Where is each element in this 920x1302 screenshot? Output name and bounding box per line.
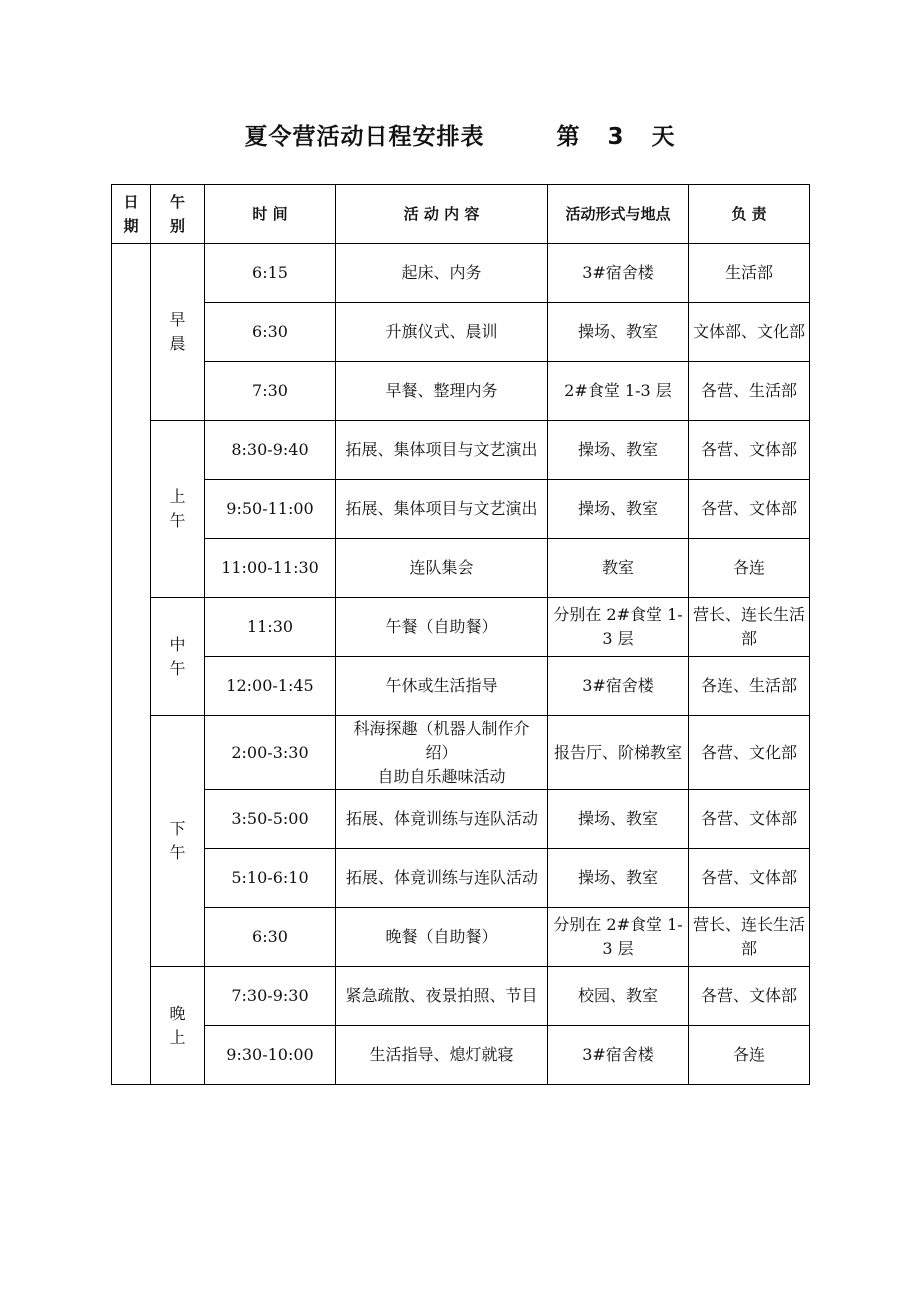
period-cell: 中午 [151,598,205,716]
owner-cell: 各营、文体部 [689,967,810,1026]
period-cell: 下午 [151,716,205,967]
owner-cell: 营长、连长生活部 [689,598,810,657]
table-row [112,244,810,303]
content-cell: 早餐、整理内务 [336,362,548,421]
place-cell: 校园、教室 [548,967,689,1026]
time-cell: 11:30 [205,598,336,657]
time-cell: 6:30 [205,908,336,967]
content-line: 科海探趣（机器人制作介绍） [353,718,530,762]
owner-cell: 各营、文体部 [689,790,810,849]
table-row [112,849,810,908]
owner-cell: 各营、文体部 [689,480,810,539]
table-row [112,303,810,362]
header-owner: 负 责 [689,185,810,244]
place-cell: 操场、教室 [548,849,689,908]
time-cell: 9:50-11:00 [205,480,336,539]
header-time: 时 间 [205,185,336,244]
page-title: 夏令营活动日程安排表 第 3 天 [244,124,676,150]
owner-cell: 营长、连长生活部 [689,908,810,967]
time-cell: 6:30 [205,303,336,362]
time-cell: 5:10-6:10 [205,849,336,908]
owner-cell: 文体部、文化部 [689,303,810,362]
content-cell: 晚餐（自助餐） [336,908,548,967]
place-cell: 操场、教室 [548,421,689,480]
place-cell: 3#宿舍楼 [548,1026,689,1085]
table-row [112,790,810,849]
owner-cell: 各连 [689,539,810,598]
owner-cell: 各营、文化部 [689,716,810,790]
table-row [112,1026,810,1085]
header-row [112,185,810,244]
table-row [112,967,810,1026]
time-cell: 12:00-1:45 [205,657,336,716]
place-cell: 2#食堂 1-3 层 [548,362,689,421]
place-cell: 3#宿舍楼 [548,244,689,303]
place-cell: 操场、教室 [548,480,689,539]
period-cell: 晚上 [151,967,205,1085]
content-line: 自助自乐趣味活动 [377,766,506,786]
table-row [112,716,810,790]
period-cell: 上午 [151,421,205,598]
owner-cell: 各营、文体部 [689,421,810,480]
header-date: 日期 [112,185,151,244]
table-row [112,421,810,480]
time-cell: 2:00-3:30 [205,716,336,790]
owner-cell: 各营、文体部 [689,849,810,908]
content-cell: 起床、内务 [336,244,548,303]
header-content: 活 动 内 容 [336,185,548,244]
place-cell: 分别在 2#食堂 1-3 层 [548,598,689,657]
date-cell [112,244,151,1085]
content-cell: 午餐（自助餐） [336,598,548,657]
time-cell: 3:50-5:00 [205,790,336,849]
time-cell: 6:15 [205,244,336,303]
place-cell: 3#宿舍楼 [548,657,689,716]
content-cell: 拓展、体竟训练与连队活动 [336,790,548,849]
table-row [112,480,810,539]
header-period: 午别 [151,185,205,244]
place-cell: 分别在 2#食堂 1-3 层 [548,908,689,967]
content-cell: 生活指导、熄灯就寝 [336,1026,548,1085]
table-row [112,657,810,716]
time-cell: 9:30-10:00 [205,1026,336,1085]
content-cell: 紧急疏散、夜景拍照、节目 [336,967,548,1026]
header-form-place: 活动形式与地点 [548,185,689,244]
content-cell: 升旗仪式、晨训 [336,303,548,362]
place-cell: 操场、教室 [548,303,689,362]
place-cell: 操场、教室 [548,790,689,849]
owner-cell: 各连、生活部 [689,657,810,716]
content-cell: 拓展、集体项目与文艺演出 [336,480,548,539]
content-cell [336,716,548,790]
time-cell: 8:30-9:40 [205,421,336,480]
owner-cell: 生活部 [689,244,810,303]
table-row [112,362,810,421]
table-row [112,598,810,657]
time-cell: 7:30-9:30 [205,967,336,1026]
time-cell: 7:30 [205,362,336,421]
time-cell: 11:00-11:30 [205,539,336,598]
content-cell: 连队集会 [336,539,548,598]
period-cell: 早晨 [151,244,205,421]
table-row [112,908,810,967]
table-row [112,539,810,598]
content-cell: 午休或生活指导 [336,657,548,716]
content-cell: 拓展、体竟训练与连队活动 [336,849,548,908]
content-cell: 拓展、集体项目与文艺演出 [336,421,548,480]
place-cell: 教室 [548,539,689,598]
owner-cell: 各营、生活部 [689,362,810,421]
schedule-table [111,184,810,1085]
owner-cell: 各连 [689,1026,810,1085]
place-cell: 报告厅、阶梯教室 [548,716,689,790]
